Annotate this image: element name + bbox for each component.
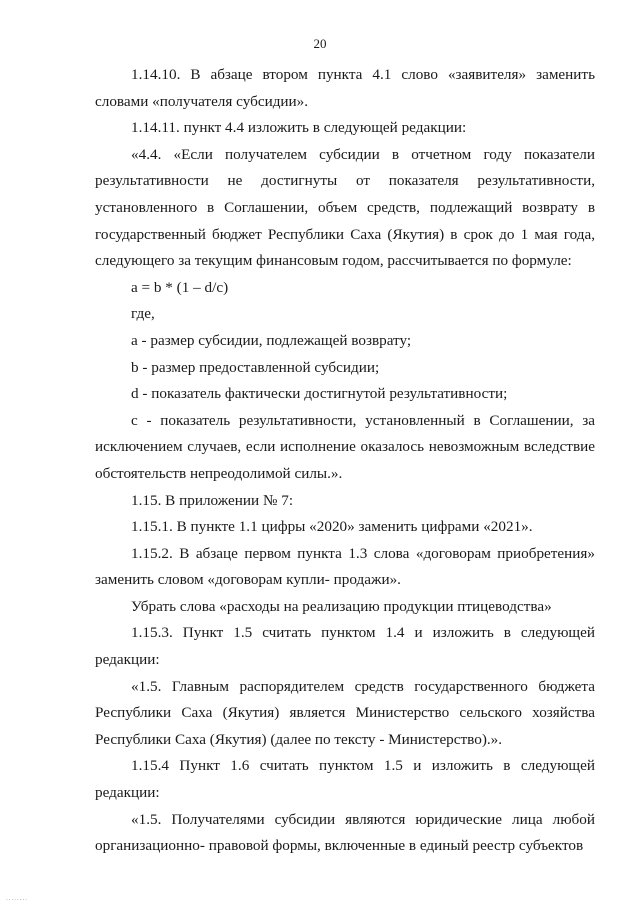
paragraph-4-4: «4.4. «Если получателем субсидии в отчетном году показатели результативности не достигнуты от показателя результативности, установленного в Соглашении, объем средств, подлежащий возврату в государственный бюджет Республики Саха (Якутия) в срок до 1 мая года, следующего за текущим финансовым годом, рассчитывается по формуле: [95, 145, 595, 270]
paragraph-1-14-10: 1.14.10. В абзаце втором пункта 4.1 слово «заявителя» заменить словами «получателя субсидии». [95, 66, 595, 110]
formula-var-c: c - показатель результативности, установленный в Соглашении, за исключением случаев, если исполнение оказалось невозможным вследствие обстоятельств непреодолимой силы.». [95, 411, 595, 482]
formula-where: где, [131, 305, 155, 323]
paragraph-1-15-1: 1.15.1. В пункте 1.1 цифры «2020» заменить цифрами «2021». [131, 518, 533, 536]
paragraph-1-15-3: 1.15.3. Пункт 1.5 считать пунктом 1.4 и изложить в следующей редакции: [95, 624, 595, 669]
paragraph-1-5-recipients: «1.5. Получателями субсидии являются юридические лица любой организационно- правовой формы, включенные в единый реестр субъектов [95, 810, 595, 855]
document-body [95, 62, 595, 860]
paragraph-1-15: 1.15. В приложении № 7: [131, 491, 294, 509]
paragraph-remove-words: Убрать слова «расходы на реализацию продукции птицеводства» [131, 597, 552, 615]
formula: a = b * (1 – d/c) [131, 278, 229, 296]
formula-var-d: d - показатель фактически достигнутой результативности; [131, 385, 508, 403]
formula-var-a: a - размер субсидии, подлежащей возврату; [131, 331, 412, 349]
formula-var-b: b - размер предоставленной субсидии; [131, 358, 380, 376]
paragraph-1-14-11: 1.14.11. пункт 4.4 изложить в следующей редакции: [131, 119, 467, 137]
page-number: 20 [313, 36, 327, 51]
footer-mark: ........ [6, 894, 28, 902]
paragraph-1-15-2: 1.15.2. В абзаце первом пункта 1.3 слова «договорам приобретения» заменить словом «договорам купли- продажи». [95, 544, 595, 589]
paragraph-1-15-4: 1.15.4 Пункт 1.6 считать пунктом 1.5 и изложить в следующей редакции: [95, 757, 595, 802]
paragraph-1-5-main-distributor: «1.5. Главным распорядителем средств государственного бюджета Республики Саха (Якутия) является Министерство сельского хозяйства Республики Саха (Якутия) (далее по тексту - Министерство).». [95, 677, 595, 748]
